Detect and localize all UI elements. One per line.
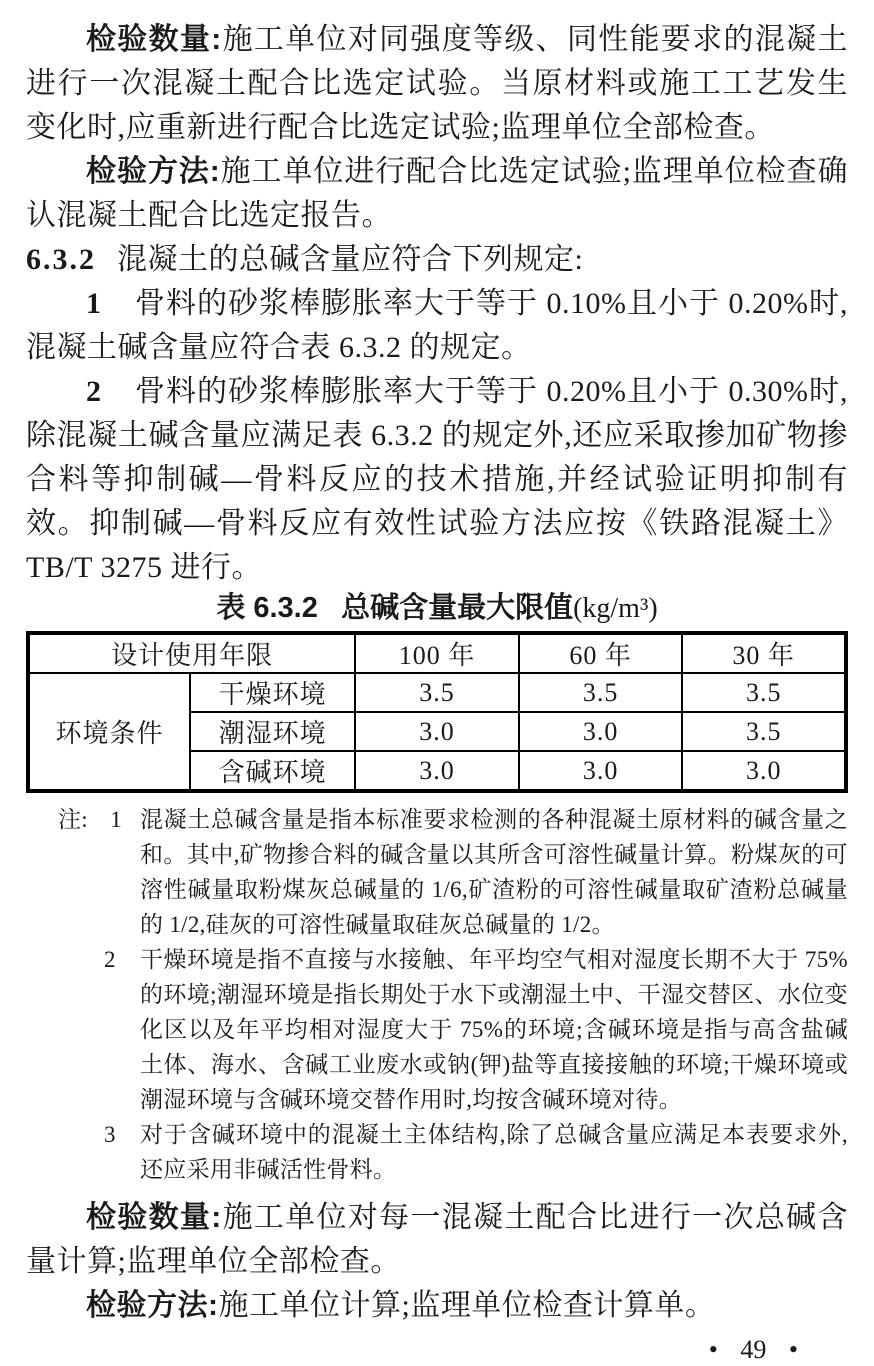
cell-value: 3.5 — [519, 673, 683, 712]
note-text: 混凝土总碱含量是指本标准要求检测的各种混凝土原材料的碱含量之和。其中,矿物掺合料的碱含量以其所含可溶性碱量计算。粉煤灰的可溶性碱量取粉煤灰总碱量的 1/6,矿渣粉的可溶性碱量取矿渣粉总碱量的 1/2,硅灰的可溶性碱量取硅灰总碱量的 1/2。 — [140, 807, 848, 937]
item-text: 骨料的砂浆棒膨胀率大于等于 0.20%且小于 0.30%时,除混凝土碱含量应满足表 6.3.2 的规定外,还应采取掺加矿物掺合料等抑制碱—骨料反应的技术措施,并经试验证明抑制有效。抑制碱—骨料反应有效性试验方法应按《铁路混凝土》TB/T 3275 进行。 — [26, 375, 848, 584]
note-label: 注: — [58, 807, 88, 832]
paragraph-text: 施工单位对每一混凝土配合比进行一次总碱含量计算;监理单位全部检查。 — [26, 1201, 848, 1278]
note-number: 3 — [104, 1122, 116, 1147]
clause-number: 6.3.2 — [26, 243, 96, 276]
cell-value: 3.5 — [682, 673, 846, 712]
clause-item-1 — [26, 282, 848, 370]
clause-6-3-2 — [26, 238, 848, 282]
paragraph-inspection-quantity — [26, 18, 848, 150]
cell-value: 3.5 — [355, 673, 519, 712]
header-year-30: 30 年 — [682, 633, 846, 673]
table-caption-unit: (kg/m³) — [573, 593, 658, 624]
alkali-limit-table — [26, 631, 848, 793]
note-number: 2 — [104, 947, 116, 972]
cell-value: 3.0 — [355, 712, 519, 751]
item-text: 骨料的砂浆棒膨胀率大于等于 0.10%且小于 0.20%时,混凝土碱含量应符合表 6.3.2 的规定。 — [26, 287, 848, 364]
paragraph-text: 施工单位计算;监理单位检查计算单。 — [218, 1289, 716, 1322]
paragraph-text: 施工单位对同强度等级、同性能要求的混凝土进行一次混凝土配合比选定试验。当原材料或施工工艺发生变化时,应重新进行配合比选定试验;监理单位全部检查。 — [26, 23, 848, 144]
table-row — [28, 673, 846, 712]
cell-value: 3.0 — [519, 712, 683, 751]
cell-value: 3.5 — [682, 712, 846, 751]
cell-value: 3.0 — [682, 751, 846, 791]
paragraph-lead: 检验方法: — [86, 1289, 219, 1322]
cell-value: 3.0 — [519, 751, 683, 791]
env-label: 含碱环境 — [190, 751, 355, 791]
paragraph-lead: 检验数量: — [86, 1201, 222, 1234]
note-text: 干燥环境是指不直接与水接触、年平均空气相对湿度长期不大于 75%的环境;潮湿环境是指长期处于水下或潮湿土中、干湿交替区、水位变化区以及年平均相对湿度大于 75%的环境;含碱环境是指与高含盐碱土体、海水、含碱工业废水或钠(钾)盐等直接接触的环境;干燥环境或潮湿环境与含碱环境交替作用时,均按含碱环境对待。 — [140, 947, 848, 1112]
env-label: 干燥环境 — [190, 673, 355, 712]
clause-text: 混凝土的总碱含量应符合下列规定: — [117, 243, 584, 276]
env-label: 潮湿环境 — [190, 712, 355, 751]
table-caption-label: 表 6.3.2 — [216, 592, 318, 624]
note-text: 对于含碱环境中的混凝土主体结构,除了总碱含量应满足本表要求外,还应采用非碱活性骨料。 — [140, 1122, 848, 1182]
header-year-100: 100 年 — [355, 633, 519, 673]
env-group-label: 环境条件 — [28, 673, 190, 791]
paragraph-inspection-method — [26, 150, 848, 238]
paragraph-inspection-quantity-2 — [26, 1196, 848, 1284]
item-number: 1 — [86, 287, 102, 320]
note-3 — [26, 1117, 848, 1187]
table-caption-title: 总碱含量最大限值 — [341, 592, 574, 624]
paragraph-inspection-method-2 — [26, 1284, 848, 1328]
item-number: 2 — [86, 375, 102, 408]
paragraph-lead: 检验数量: — [86, 23, 222, 56]
paragraph-lead: 检验方法: — [86, 155, 221, 188]
table-header-row — [28, 633, 846, 673]
page-number: • 49 • — [708, 1335, 798, 1364]
clause-item-2 — [26, 370, 848, 590]
note-2 — [26, 942, 848, 1117]
note-1 — [26, 802, 848, 942]
note-marker — [58, 802, 122, 837]
table-caption — [26, 590, 848, 627]
header-year-60: 60 年 — [519, 633, 683, 673]
table-notes — [26, 802, 848, 1187]
paragraph-text: 施工单位进行配合比选定试验;监理单位检查确认混凝土配合比选定报告。 — [26, 155, 848, 232]
note-number: 1 — [110, 807, 122, 832]
closing-paragraphs — [26, 1196, 848, 1328]
header-design-life: 设计使用年限 — [28, 633, 355, 673]
cell-value: 3.0 — [355, 751, 519, 791]
